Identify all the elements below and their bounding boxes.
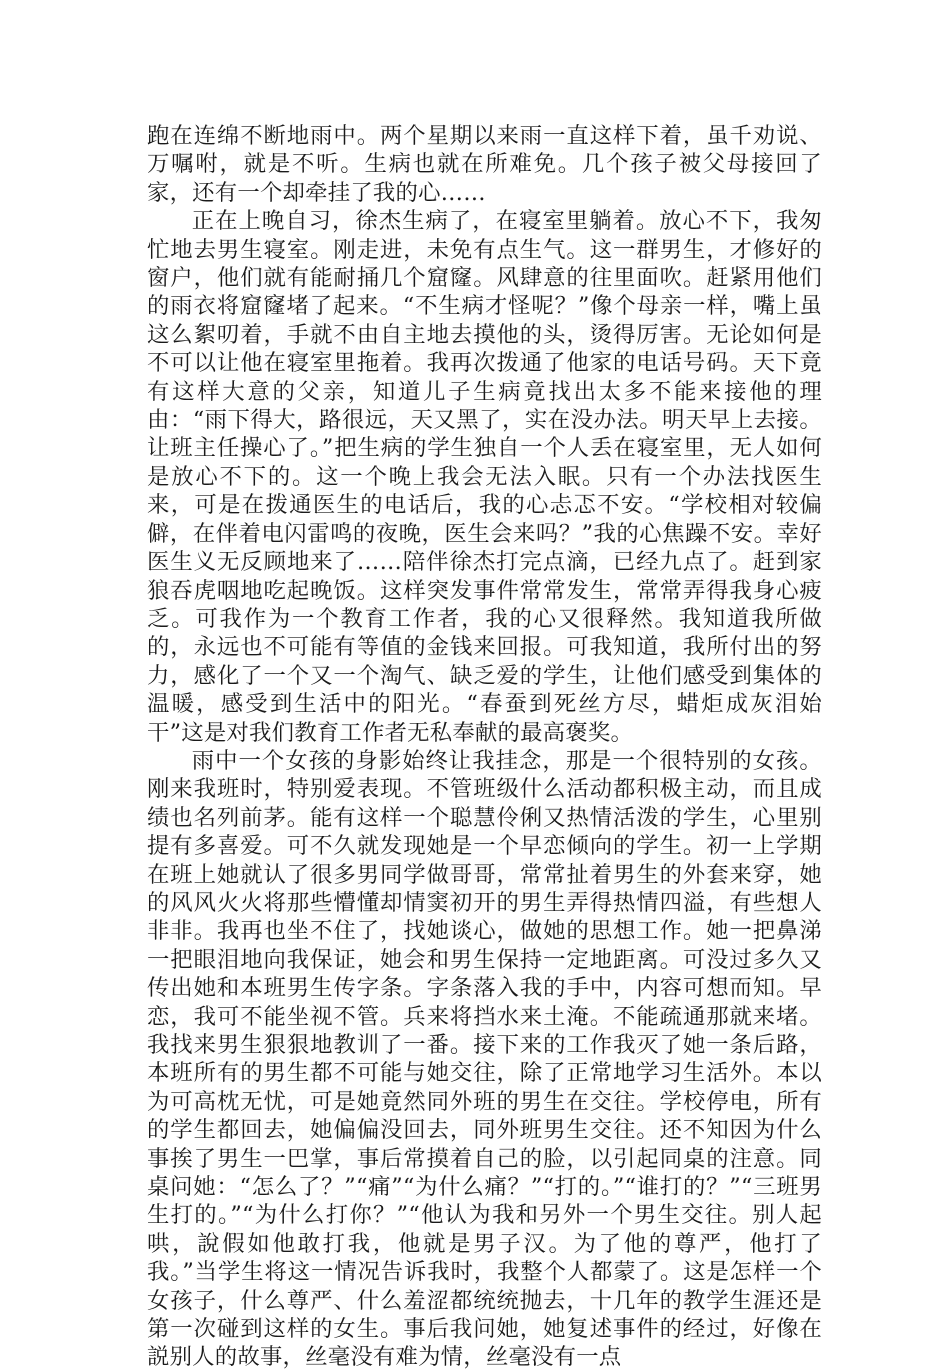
paragraph-3: 雨中一个女孩的身影始终让我挂念，那是一个很特别的女孩。刚来我班时，特别爱表现。不管班级什么活动都积极主动，而且成绩也名列前茅。能有这样一个聪慧伶俐又热情活泼的学生，心里别提有多喜爱。可不久就发现她是一个早恋倾向的学生。初一上学期在班上她就认了很多男同学做哥哥，常常扯着男生的外套来穿，她的风风火火将那些懵懂却情窦初开的男生弄得热情四溢，有些想人非非。我再也坐不住了，找她谈心，做她的思想工作。她一把鼻涕一把眼泪地向我保证，她会和男生保持一定地距离。可没过多久又传出她和本班男生传字条。字条落入我的手中，内容可想而知。早恋，我可不能坐视不管。兵来将挡水来土淹。不能疏通那就来堵。我找来男生狠狠地教训了一番。接下来的工作我灭了她一条后路，本班所有的男生都不可能与她交往，除了正常地学习生活外。本以为可高枕无忧，可是她竟然同外班的男生在交往。学校停电，所有的学生都回去，她偏偏没回去，同外班男生交往。还不知因为什么事挨了男生一巴掌，事后常摸着自己的脸，以引起同桌的注意。同桌问她：“怎么了？”“痛”“为什么痛？”“打的。”“谁打的？”“三班男生打的。”“为什么打你？”“他认为我和另外一个男生交往。别人起哄，說假如他敢打我，他就是男子汉。为了他的尊严，他打了我。”当学生将这一情况告诉我时，我整个人都蒙了。这是怎样一个女孩子，什么尊严、什么羞涩都统统抛去，十几年的教学生涯还是第一次碰到这样的女生。事后我问她，她复述事件的经过，好像在説别人的故事，丝毫没有难为情，丝毫没有一点 <box>147 747 822 1371</box>
document-body <box>147 122 822 1372</box>
paragraph-2: 正在上晚自习，徐杰生病了，在寝室里躺着。放心不下，我匆忙地去男生寝室。刚走进，未免有点生气。这一群男生，才修好的窗户，他们就有能耐捅几个窟窿。风肆意的往里面吹。赶紧用他们的雨衣将窟窿堵了起来。“不生病才怪呢？”像个母亲一样，嘴上虽这么絮叨着，手就不由自主地去摸他的头，烫得厉害。无论如何是不可以让他在寝室里拖着。我再次拨通了他家的电话号码。天下竟有这样大意的父亲，知道儿子生病竟找出太多不能来接他的理由：“雨下得大，路很远，天又黑了，实在没办法。明天早上去接。让班主任操心了。”把生病的学生独自一个人丢在寝室里，无人如何是放心不下的。这一个晚上我会无法入眠。只有一个办法找医生来，可是在拨通医生的电话后，我的心忐忑不安。“学校相对较偏僻，在伴着电闪雷鸣的夜晚，医生会来吗？”我的心焦躁不安。幸好医生义无反顾地来了……陪伴徐杰打完点滴，已经九点了。赶到家狼吞虎咽地吃起晚饭。这样突发事件常常发生，常常弄得我身心疲乏。可我作为一个教育工作者，我的心又很释然。我知道我所做的，永远也不可能有等值的金钱来回报。可我知道，我所付出的努力，感化了一个又一个淘气、缺乏爱的学生，让他们感受到集体的温暖，感受到生活中的阳光。“春蚕到死丝方尽，蜡炬成灰泪始干”这是对我们教育工作者无私奉献的最高褒奖。 <box>147 208 822 746</box>
paragraph-1: 跑在连绵不断地雨中。两个星期以来雨一直这样下着，虽千劝说、万嘱咐，就是不听。生病也就在所难免。几个孩子被父母接回了家，还有一个却牵挂了我的心…… <box>147 123 822 206</box>
